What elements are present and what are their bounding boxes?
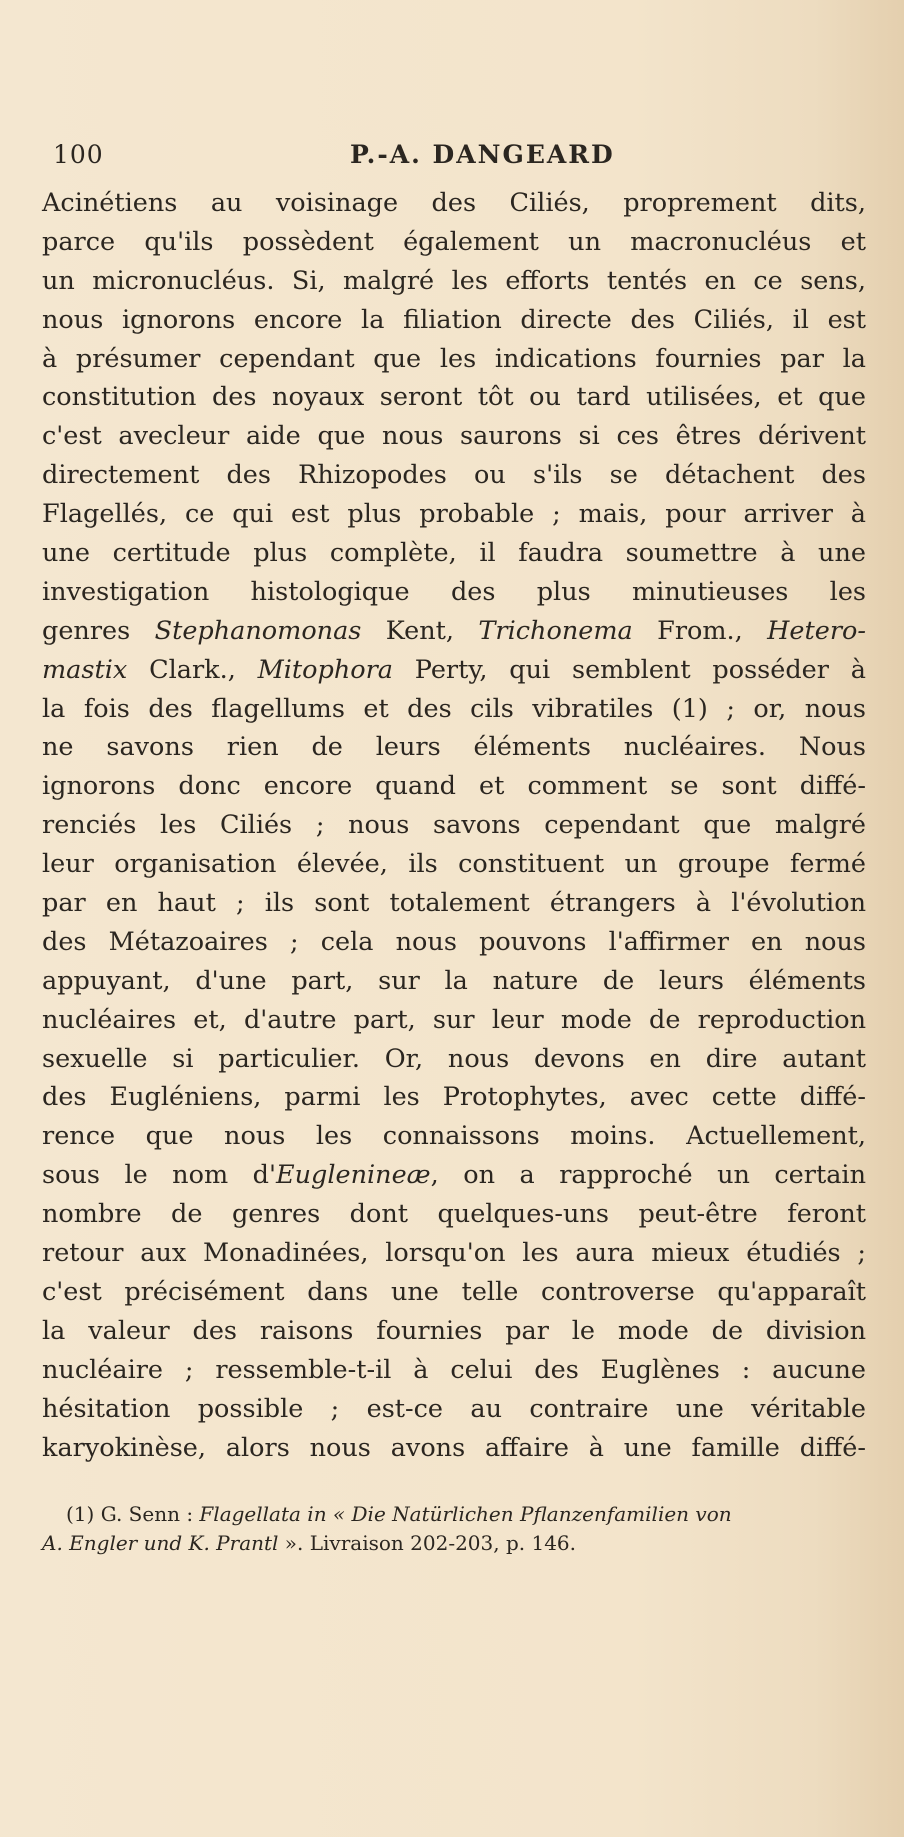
genus-name: Hetero- (767, 615, 866, 646)
text-line: directement des Rhizopodes ou s'ils se détachent des (42, 460, 866, 491)
text-line: nucléaire ; ressemble-t-il à celui des Euglènes : aucune (42, 1354, 866, 1385)
text-line-euglenineae (42, 1156, 866, 1195)
text-segment: sous le nom d' (42, 1160, 276, 1191)
footnote-authors: A. Engler und K. Prantl (42, 1531, 279, 1555)
text-line: constitution des noyaux seront tôt ou tard utilisées, et que (42, 382, 866, 413)
running-head: P.-A. DANGEARD (350, 140, 615, 169)
text-line: à présumer cependant que les indications fournies par la (42, 343, 866, 374)
text-line: parce qu'ils possèdent également un macronucléus et (42, 226, 866, 257)
footnote-citation: ». Livraison 202-203, p. 146. (278, 1531, 577, 1555)
text-line: un micronucléus. Si, malgré les efforts tentés en ce sens, (42, 265, 866, 296)
text-line: par en haut ; ils sont totalement étrangers à l'évolution (42, 888, 866, 919)
text-line: hésitation possible ; est-ce au contraire une véritable (42, 1393, 866, 1424)
body-text (42, 184, 866, 1467)
text-line: Acinétiens au voisinage des Ciliés, proprement dits, (42, 188, 866, 218)
text-line: des Métazoaires ; cela nous pouvons l'affirmer en nous (42, 926, 866, 957)
text-line: des Eugléniens, parmi les Protophytes, avec cette diffé- (42, 1082, 866, 1113)
text-line: Flagellés, ce qui est plus probable ; mais, pour arriver à (42, 499, 866, 530)
page-header (53, 140, 863, 176)
text-segment: genres (42, 615, 155, 646)
text-line-genera (42, 651, 866, 690)
genus-name: mastix (42, 654, 128, 685)
text-line: sexuelle si particulier. Or, nous devons en dire autant (42, 1043, 866, 1074)
text-line: la fois des flagellums et des cils vibratiles (1) ; or, nous (42, 693, 866, 724)
text-line: investigation histologique des plus minutieuses les (42, 576, 866, 607)
text-line-genera (42, 612, 866, 651)
text-line: nombre de genres dont quelques-uns peut-être feront (42, 1199, 866, 1230)
footnote-title: Flagellata in « Die Natürlichen Pflanzenfamilien von (199, 1502, 732, 1526)
text-line: karyokinèse, alors nous avons affaire à une famille diffé- (42, 1432, 866, 1463)
text-line: la valeur des raisons fournies par le mode de division (42, 1315, 866, 1346)
text-segment: From., (632, 615, 768, 646)
footnote (42, 1500, 866, 1558)
page-number: 100 (53, 140, 104, 169)
text-line: leur organisation élevée, ils constituent un groupe fermé (42, 849, 866, 880)
genus-name: Stephanomonas (154, 615, 362, 646)
text-line: nous ignorons encore la filiation directe des Ciliés, il est (42, 304, 866, 335)
text-line: renciés les Ciliés ; nous savons cependant que malgré (42, 810, 866, 841)
text-line: appuyant, d'une part, sur la nature de leurs éléments (42, 965, 866, 996)
text-segment: , on a rapproché un certain (430, 1160, 866, 1191)
family-name: Euglenineæ (275, 1160, 431, 1191)
text-segment: Perty, qui semblent posséder à (392, 654, 866, 685)
genus-name: Trichonema (478, 615, 633, 646)
text-line: rence que nous les connaissons moins. Actuellement, (42, 1121, 866, 1152)
text-line: nucléaires et, d'autre part, sur leur mode de reproduction (42, 1004, 866, 1035)
text-segment: Kent, (361, 615, 479, 646)
footnote-ref: (1) G. Senn : (66, 1502, 200, 1526)
text-line: ignorons donc encore quand et comment se sont diffé- (42, 771, 866, 802)
footnote-line (42, 1500, 866, 1529)
text-line: c'est précisément dans une telle controverse qu'apparaît (42, 1276, 866, 1307)
footnote-line (42, 1529, 866, 1558)
text-line: une certitude plus complète, il faudra soumettre à une (42, 538, 866, 569)
text-segment: Clark., (127, 654, 258, 685)
text-line: c'est avecleur aide que nous saurons si ces êtres dérivent (42, 421, 866, 452)
text-line: ne savons rien de leurs éléments nucléaires. Nous (42, 732, 866, 763)
text-line: retour aux Monadinées, lorsqu'on les aura mieux étudiés ; (42, 1238, 866, 1269)
genus-name: Mitophora (257, 654, 393, 685)
